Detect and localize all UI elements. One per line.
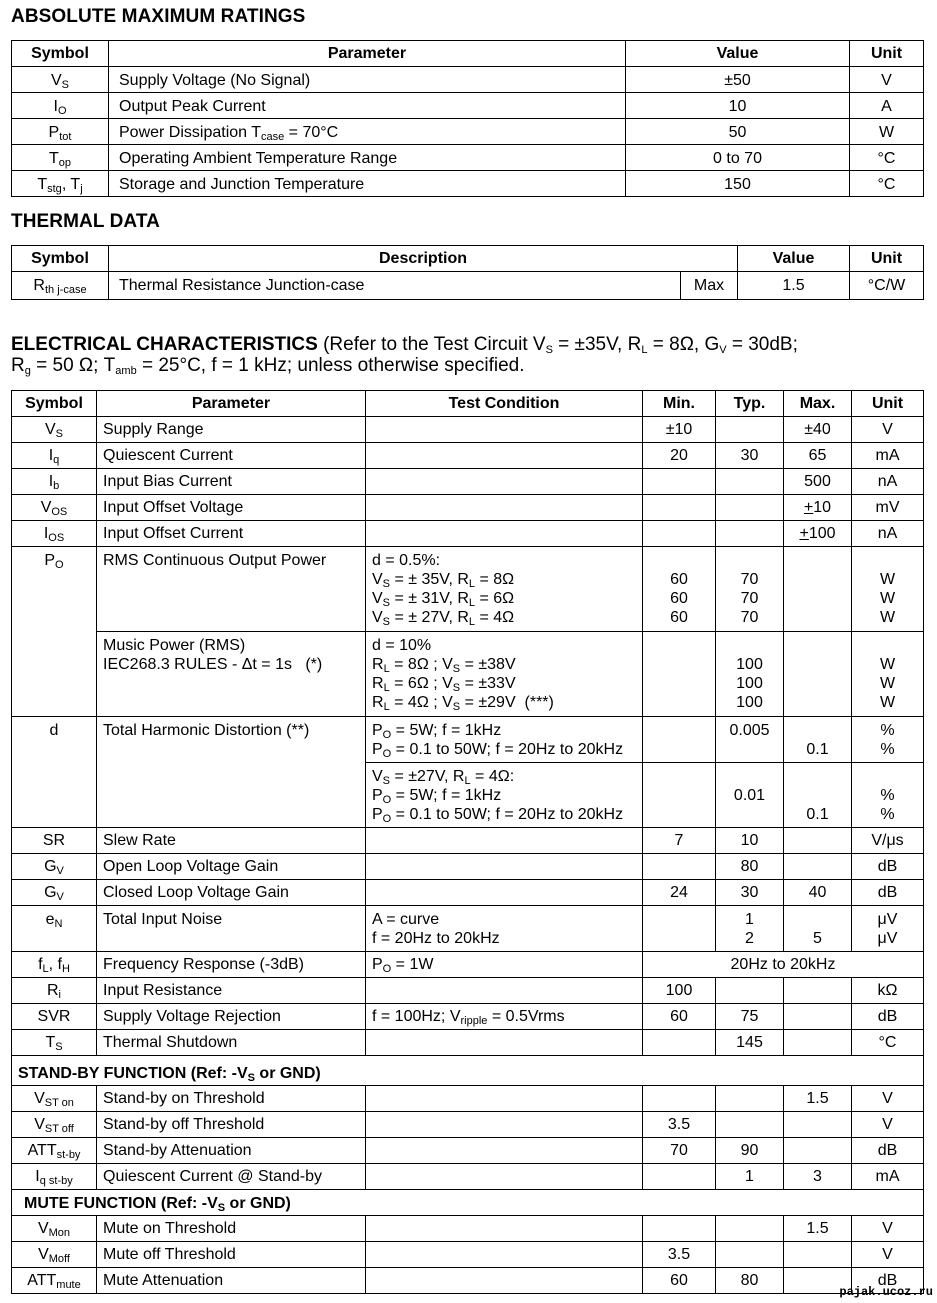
table-row: $V_S$ Supply Range ±10 ±40 V: [12, 417, 924, 443]
parameter: Power Dissipation $T_{case} = 70^\circ C$: [109, 119, 626, 145]
thermal-header-symbol: Symbol: [12, 246, 109, 272]
qualifier: Max: [681, 272, 738, 300]
parameter: Supply Voltage (No Signal): [109, 67, 626, 93]
table-row: $V_{OS}$ Input Offset Voltage +10 mV: [12, 495, 924, 521]
parameter: Storage and Junction Temperature: [109, 171, 626, 197]
value: ±50: [626, 67, 850, 93]
table-row: Music Power (RMS) IEC268.3 RULES - Δt = 1s (*) d = 10% $R_L = 8\Omega$ ; $V_S = \pm 38V$ $R_L = 6\Omega$ ; $V_S = \pm 33V$ $R_L = 4\Omega$ ; $V_S = \pm 29V$ (***) 100 100 100 W W W: [12, 632, 924, 717]
unit: W: [850, 119, 924, 145]
unit: V: [850, 67, 924, 93]
amr-header-parameter: Parameter: [109, 41, 626, 67]
unit: °C: [850, 171, 924, 197]
unit: °C/W: [850, 272, 924, 300]
symbol: R: [33, 277, 45, 294]
amr-header-value: Value: [626, 41, 850, 67]
table-row: SVR Supply Voltage Rejection f = 100Hz; $V_{ripple}$ = 0.5Vrms 60 75 dB: [12, 1004, 924, 1030]
table-row: [12, 119, 924, 145]
ec-header-condition: Test Condition: [366, 391, 643, 417]
table-row: $V_{Moff}$ Mute off Threshold 3.5 V: [12, 1242, 924, 1268]
thermal-header-unit: Unit: [850, 246, 924, 272]
ec-header-max: Max.: [784, 391, 852, 417]
thermal-table: [11, 245, 924, 300]
table-row: $I_{OS}$ Input Offset Current +100 nA: [12, 521, 924, 547]
table-row: [12, 67, 924, 93]
amr-header-symbol: Symbol: [12, 41, 109, 67]
symbol: T: [37, 176, 48, 193]
table-row: $I_b$ Input Bias Current 500 nA: [12, 469, 924, 495]
table-row: [12, 93, 924, 119]
parameter: Output Peak Current: [109, 93, 626, 119]
description: Thermal Resistance Junction-case: [109, 272, 681, 300]
thermal-header-description: Description: [109, 246, 738, 272]
amr-header-unit: Unit: [850, 41, 924, 67]
ec-table: [11, 390, 924, 1294]
amr-table: [11, 40, 924, 197]
thermal-title: THERMAL DATA: [11, 211, 160, 232]
table-row: $e_N$ Total Input Noise A = curve f = 20Hz to 20kHz 1 2 5 μV μV: [12, 906, 924, 952]
parameter: Operating Ambient Temperature Range: [109, 145, 626, 171]
table-row: d Total Harmonic Distortion (**) $P_O = 5W$; f = 1kHz $P_O = 0.1$ to 50W; f = 20Hz to 20kHz 0.005 0.1 % %: [12, 717, 924, 763]
ec-header-parameter: Parameter: [97, 391, 366, 417]
table-row: $T_S$ Thermal Shutdown 145 °C: [12, 1030, 924, 1056]
table-row: $T_{stg}$, $T_j$ Storage and Junction Temperature 150 °C: [12, 171, 924, 197]
thermal-header-value: Value: [738, 246, 850, 272]
table-row: [12, 145, 924, 171]
amr-title: ABSOLUTE MAXIMUM RATINGS: [11, 6, 306, 27]
ec-header-symbol: Symbol: [12, 391, 97, 417]
table-row: $R_{th j-case}$ Thermal Resistance Junction-case Max 1.5 °C/W: [12, 272, 924, 300]
table-row: $I_{q st-by}$ Quiescent Current @ Stand-by 1 3 mA: [12, 1164, 924, 1190]
table-row: $ATT_{st-by}$ Stand-by Attenuation 70 90 dB: [12, 1138, 924, 1164]
table-row: $f_L$, $f_H$ Frequency Response (-3dB) $P_O = 1W$ 20Hz to 20kHz: [12, 952, 924, 978]
value: 0 to 70: [626, 145, 850, 171]
table-row: $V_{Mon}$ Mute on Threshold 1.5 V: [12, 1216, 924, 1242]
symbol: T: [48, 150, 59, 167]
table-row: $I_q$ Quiescent Current 20 30 65 mA: [12, 443, 924, 469]
ec-header-min: Min.: [643, 391, 716, 417]
mute-section-header: MUTE FUNCTION (Ref: $-V_S$ or GND): [12, 1190, 924, 1216]
ec-header-unit: Unit: [852, 391, 924, 417]
table-row: $P_O$ RMS Continuous Output Power d = 0.5%: $V_S$ = ± 35V, $R_L = 8\Omega$ $V_S$ = ± 31V, $R_L = 6\Omega$ $V_S$ = ± 27V, $R_L = 4\Omega$ 60 60 60 70 70 70 W W W: [12, 547, 924, 632]
watermark: pajak.ucoz.ru: [839, 1285, 933, 1299]
unit: A: [850, 93, 924, 119]
standby-section-header: STAND-BY FUNCTION (Ref: $-V_S$ or GND): [12, 1056, 924, 1086]
symbol: P: [48, 124, 60, 141]
table-row: $ATT_{mute}$ Mute Attenuation 60 80 dB: [12, 1268, 924, 1294]
symbol-sub: tot: [59, 131, 72, 143]
ec-title: ELECTRICAL CHARACTERISTICS: [11, 334, 318, 355]
value: 1.5: [738, 272, 850, 300]
ec-intro: ELECTRICAL CHARACTERISTICS (Refer to the Test Circuit $V_S = \pm 35V$, $R_L = 8\Omega$, $G_V = 30dB$; $R_g = 50$ Ω; $T_{amb} = 25^\circ C$, f = 1 kHz; unless otherwise specified.: [11, 334, 798, 377]
symbol-sub: op: [58, 157, 72, 169]
ec-header-typ: Typ.: [716, 391, 784, 417]
table-row: $R_i$ Input Resistance 100 kΩ: [12, 978, 924, 1004]
table-row: $V_{ST on}$ Stand-by on Threshold 1.5 V: [12, 1086, 924, 1112]
value: 50: [626, 119, 850, 145]
value: 10: [626, 93, 850, 119]
symbol: I: [53, 98, 58, 115]
table-row: $V_{ST off}$ Stand-by off Threshold 3.5 V: [12, 1112, 924, 1138]
symbol: V: [50, 72, 62, 89]
table-row: SR Slew Rate 7 10 V/μs: [12, 828, 924, 854]
table-row: $V_S = \pm 27V$, $R_L = 4\Omega$: $P_O = 5W$; f = 1kHz $P_O = 0.1$ to 50W; f = 20Hz to 20kHz 0.01 0.1 % %: [12, 763, 924, 828]
value: 150: [626, 171, 850, 197]
table-row: $G_V$ Open Loop Voltage Gain 80 dB: [12, 854, 924, 880]
table-row: $G_V$ Closed Loop Voltage Gain 24 30 40 dB: [12, 880, 924, 906]
symbol-sub: O: [57, 105, 67, 117]
symbol-sub: S: [61, 79, 69, 91]
unit: °C: [850, 145, 924, 171]
